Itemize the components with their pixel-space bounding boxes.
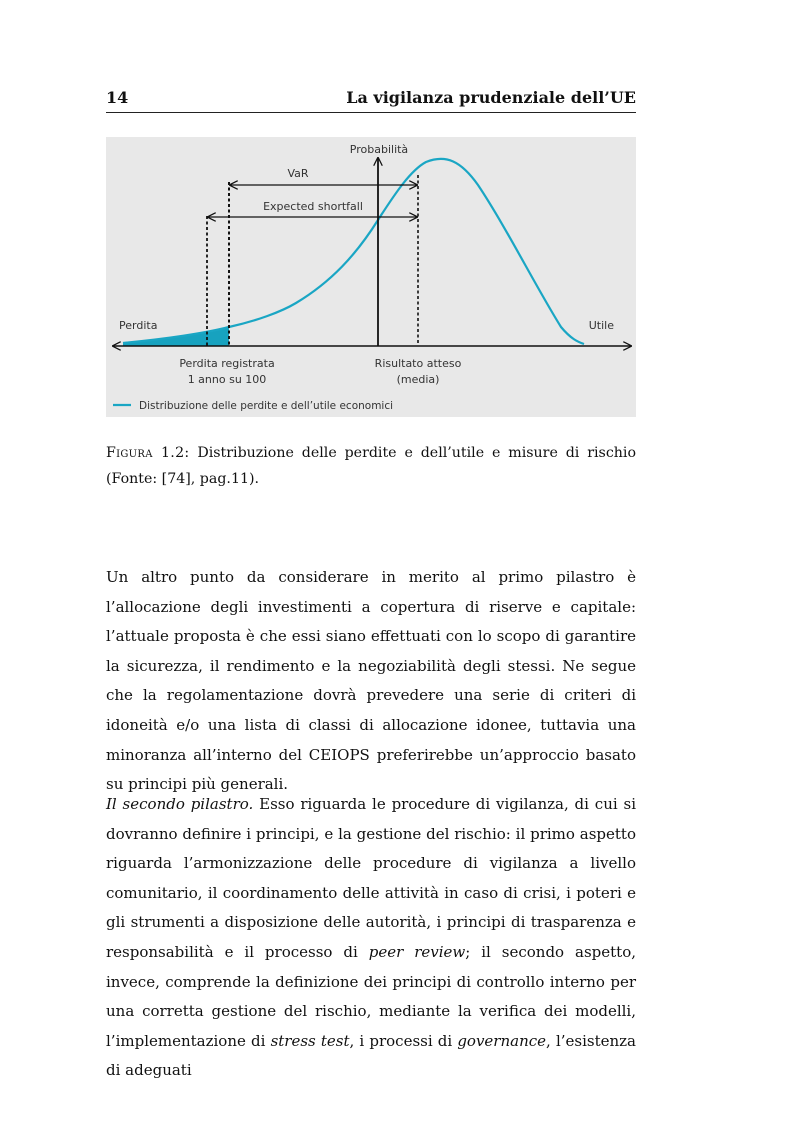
page-number: 14 <box>106 88 129 107</box>
label-probability: Probabilità <box>349 143 409 156</box>
chapter-title: La vigilanza prudenziale dell’UE <box>346 88 636 107</box>
header-rule <box>106 112 636 113</box>
p2-text-a: Esso riguarda le procedure di vigilanza, di cui si dovranno definire i principi, e la gestione del rischio: il primo aspetto riguarda l’armonizzazione delle procedure di vigilanza a livello comunitario, il coordinamento delle attività in caso di crisi, i poteri e gli strumenti a disposizione delle autorità, i principi di trasparenza e responsabilità e il processo di <box>106 795 636 961</box>
caption-label: Figura 1.2: <box>106 445 190 461</box>
paragraph-second-pillar <box>106 790 636 1086</box>
caption-text: Distribuzione delle perdite e dell’utile e misure di rischio (Fonte: [74], pag.11). <box>106 445 636 487</box>
label-expected-result-2: (media) <box>396 373 440 386</box>
label-var: VaR <box>287 167 309 180</box>
label-profit: Utile <box>588 319 614 332</box>
paragraph-investments: Un altro punto da considerare in merito al primo pilastro è l’allocazione degli investimenti a copertura di riserve e capitale: l’attuale proposta è che essi siano effettuati con lo scopo di garantire la sicurezza, il rendimento e la negoziabilità degli stessi. Ne segue che la regolamentazione dovrà prevedere una serie di criteri di idoneità e/o una lista di classi di allocazione idonee, tuttavia una minoranza all’interno del CEIOPS preferirebbe un’approccio basato su principi più generali. <box>106 568 636 794</box>
term-peer-review: peer review <box>368 942 466 961</box>
p2-text-b: ; il secondo aspetto, invece, comprende la definizione dei principi di controllo interno per una corretta gestione del rischio, mediante la verifica dei modelli, l’implementazione di <box>106 942 636 1050</box>
figure-background <box>106 137 636 417</box>
figure-loss-distribution <box>106 137 636 417</box>
legend-text: Distribuzione delle perdite e dell’utile economici <box>139 400 394 412</box>
term-governance: governance <box>457 1031 547 1050</box>
term-stress-test: stress test <box>270 1031 350 1050</box>
label-recorded-loss-1: Perdita registrata <box>179 357 275 370</box>
label-recorded-loss-2: 1 anno su 100 <box>187 373 267 386</box>
p2-text-d: , l’esistenza di adeguati <box>106 1031 636 1080</box>
p2-text-c: , i processi di <box>349 1031 458 1050</box>
section-title-second-pillar: Il secondo pilastro. <box>106 795 254 813</box>
figure-diagram <box>106 137 636 417</box>
label-expected-result-1: Risultato atteso <box>374 357 462 370</box>
label-loss: Perdita <box>119 319 158 332</box>
label-expected-shortfall: Expected shortfall <box>263 200 363 213</box>
figure-caption <box>106 440 636 492</box>
running-head <box>106 88 636 107</box>
